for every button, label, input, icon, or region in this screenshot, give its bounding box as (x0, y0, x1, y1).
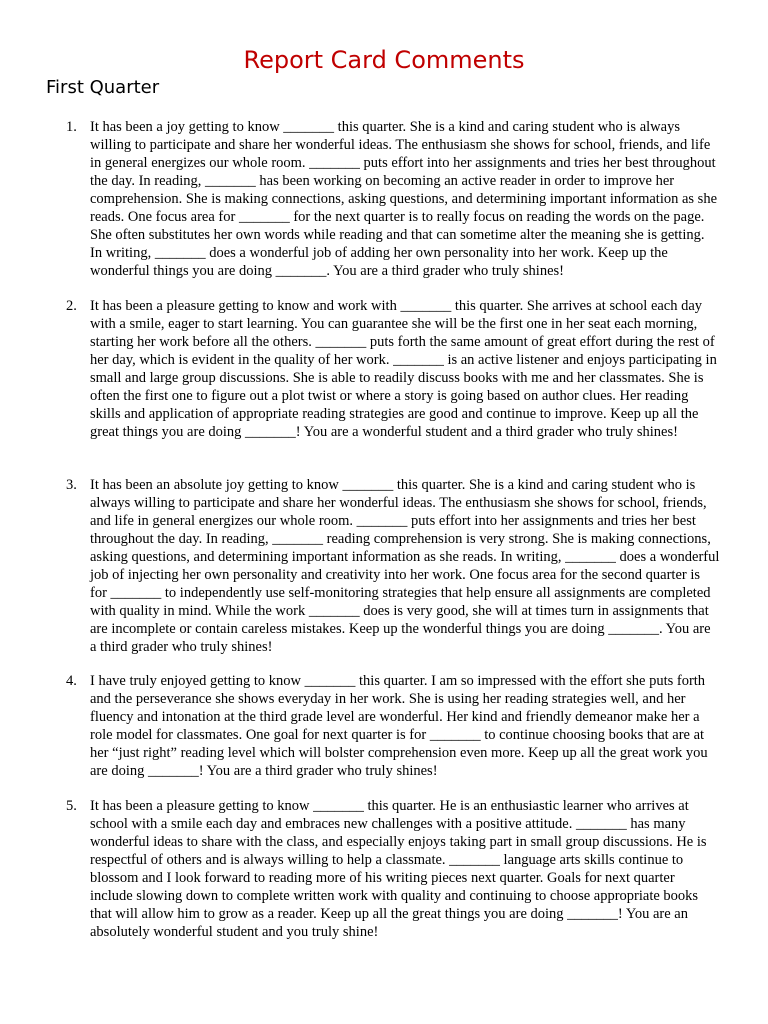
comment-number: 4. (66, 673, 77, 689)
comment-number: 3. (66, 477, 77, 493)
comment-text: It has been a pleasure getting to know and work with _______ this quarter. She arrives at school each day with a smile, eager to start learning. You can guarantee she will be the first one in her seat each morning, starting her work before all the others. _______ puts forth the same amount of great effort during the rest of her day, which is evident in the quality of her work. _______ is an active listener and enjoys participating in small and large group discussions. She is able to readily discuss books with me and her classmates. She is often the first one to figure out a plot twist or where a story is going based on author clues. Her reading skills and application of appropriate reading strategies are good and continue to improve. Keep up all the great things you are doing _______! You are a wonderful student and a third grader who truly shines! (90, 298, 717, 440)
comment-number: 2. (66, 298, 77, 314)
comment-number: 1. (66, 119, 77, 135)
comment-text: It has been an absolute joy getting to know _______ this quarter. She is a kind and caring student who is always willing to participate and share her wonderful ideas. The enthusiasm she shows for school, friends, and life in general energizes our whole room. _______ puts effort into her assignments and tries her best throughout the day. In reading, _______ reading comprehension is very strong. She is making connections, asking questions, and determining important information as she reads. In writing, _______ does a wonderful job of injecting her own personality and creativity into her work. One focus area for the second quarter is for _______ to independently use self-monitoring strategies that help ensure all assignments are completed with quality in mind. While the work _______ does is very good, she will at times turn in assignments that are incomplete or contain careless mistakes. Keep up the wonderful things you are doing _______. You are a third grader who truly shines! (90, 477, 720, 655)
comment-text: It has been a joy getting to know _______ this quarter. She is a kind and caring student who is always willing to participate and share her wonderful ideas. The enthusiasm she shows for school, friends, and life in general energizes our whole room. _______ puts effort into her assignments and tries her best throughout the day. In reading, _______ has been working on becoming an active reader in order to improve her comprehension. She is making connections, asking questions, and determining important information as she reads. One focus area for _______ for the next quarter is to really focus on reading the words on the page. She often substitutes her own words while reading and that can sometime alter the meaning she is getting. In writing, _______ does a wonderful job of adding her own personality into her work. Keep up the wonderful things you are doing _______. You are a third grader who truly shines! (90, 119, 718, 279)
comment-text: It has been a pleasure getting to know _______ this quarter. He is an enthusiastic learner who arrives at school with a smile each day and embraces new challenges with a positive attitude. _______ has many wonderful ideas to share with the class, and especially enjoys taking part in small group discussions. He is respectful of others and is always willing to help a classmate. _______ language arts skills continue to blossom and I look forward to reading more of his writing pieces next quarter. Goals for next quarter include slowing down to complete written work with quality and continuing to choose appropriate books that will allow him to grow as a reader. Keep up all the great things you are doing _______! You are an absolutely wonderful student and you truly shine! (90, 798, 707, 940)
comment-text: I have truly enjoyed getting to know _______ this quarter. I am so impressed with the effort she puts forth and the perseverance she shows everyday in her work. She is using her reading strategies well, and her fluency and intonation at the third grade level are wonderful. Her kind and friendly demeanor make her a role model for classmates. One goal for next quarter is for _______ to continue choosing books that are at her “just right” reading level which will bolster comprehension even more. Keep up all the great work you are doing _______! You are a third grader who truly shines! (90, 673, 708, 779)
document-title: Report Card Comments (243, 46, 525, 74)
comment-number: 5. (66, 798, 77, 814)
section-heading: First Quarter (46, 77, 160, 98)
